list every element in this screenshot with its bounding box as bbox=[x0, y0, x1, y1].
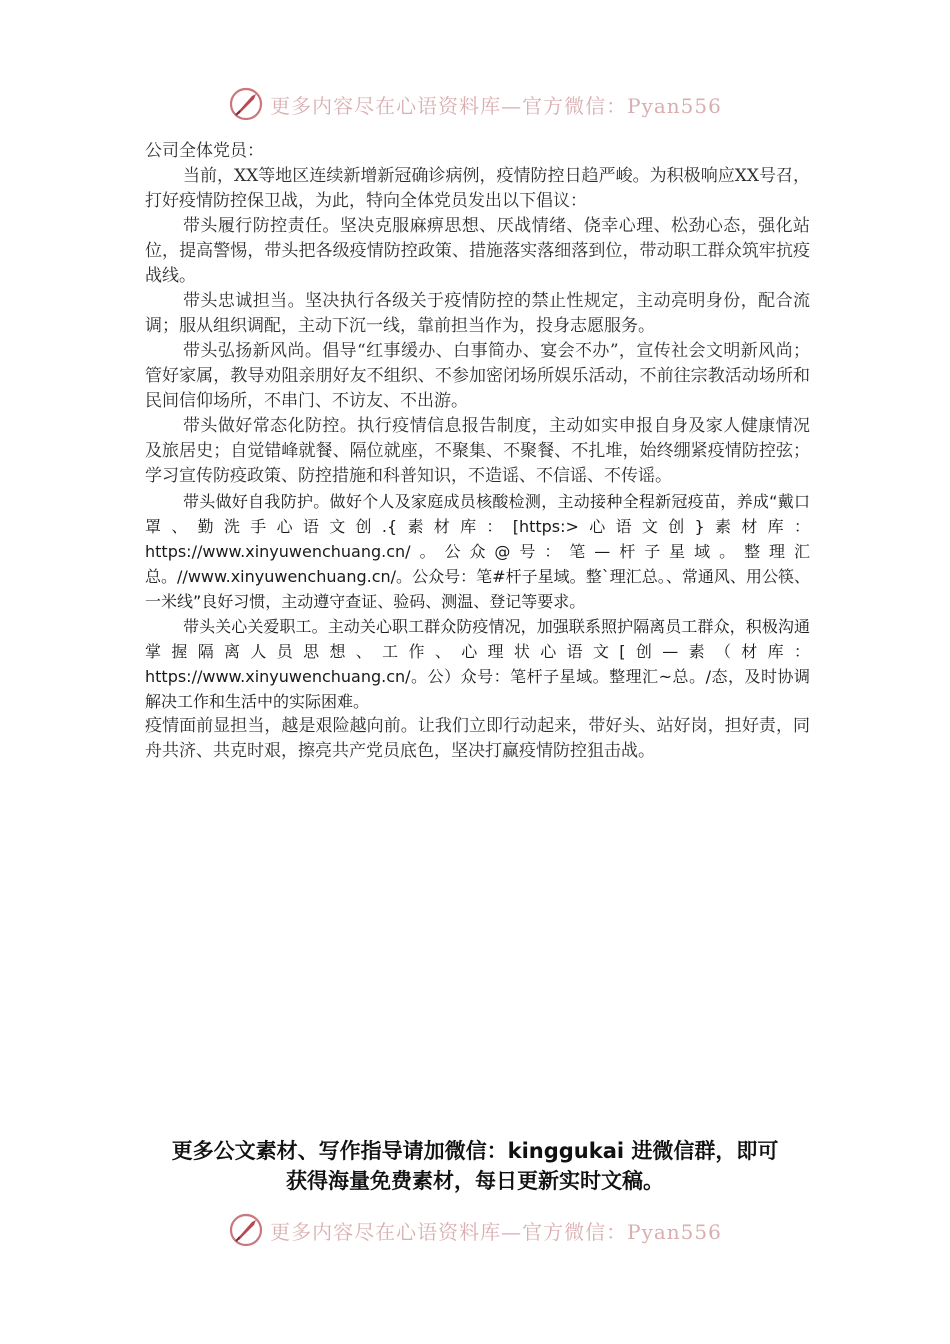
document-body bbox=[145, 139, 810, 764]
paragraph-care-for-staff: 带头关心关爱职工。主动关心职工群众防疫情况，加强联系照护隔离员工群众，积极沟通掌握隔离人员思想、工作、心理状心语文[创—素（材库：https://www.xinyuwenchuang.cn/。公）众号：笔杆子星域。整理汇~总。/态，及时协调解决工作和生活中的实际困难。 bbox=[145, 617, 810, 711]
paragraph-loyalty: 带头忠诚担当。坚决执行各级关于疫情防控的禁止性规定，主动亮明身份，配合流调；服从组织调配，主动下沉一线，靠前担当作为，投身志愿服务。 bbox=[145, 291, 810, 336]
paragraph-routine-prevention: 带头做好常态化防控。执行疫情信息报告制度，主动如实申报自身及家人健康情况及旅居史；自觉错峰就餐、隔位就座，不聚集、不聚餐、不扎堆，始终绷紧疫情防控弦；学习宣传防疫政策、防控措施和科普知识，不造谣、不信谣、不传谣。 bbox=[145, 416, 810, 486]
quill-pen-icon bbox=[228, 1212, 264, 1248]
paragraph-new-customs: 带头弘扬新风尚。倡导“红事缓办、白事简办、宴会不办”，宣传社会文明新风尚；管好家属，教导劝阻亲朋好友不组织、不参加密闭场所娱乐活动，不前往宗教活动场所和民间信仰场所，不串门、不访友、不出游。 bbox=[145, 341, 810, 411]
watermark-footer bbox=[0, 1210, 950, 1250]
watermark-text: 更多内容尽在心语资料库—官方微信：Pyan556 bbox=[270, 93, 722, 118]
paragraph-self-protection: 带头做好自我防护。做好个人及家庭成员核酸检测，主动接种全程新冠疫苗，养成“戴口罩、勤洗手心语文创.{素材库：[https:>心语文创}素材库：https://www.xinyuwenchuang.cn/。公众@号：笔—杆子星域。整理汇总。//www.xinyuwenchuang.cn/。公众号：笔#杆子星域。整`理汇总。、常通风、用公筷、一米线”良好习惯，主动遵守查证、验码、测温、登记等要求。 bbox=[145, 492, 810, 611]
watermark-header bbox=[0, 84, 950, 124]
footer-promo-note bbox=[140, 1136, 810, 1196]
watermark-text: 更多内容尽在心语资料库—官方微信：Pyan556 bbox=[270, 1219, 722, 1244]
salutation: 公司全体党员： bbox=[145, 141, 264, 161]
footer-promo-line-1: 更多公文素材、写作指导请加微信：kinggukai 进微信群，即可 bbox=[171, 1139, 779, 1163]
paragraph-intro: 当前，XX等地区连续新增新冠确诊病例，疫情防控日趋严峻。为积极响应XX号召，打好疫情防控保卫战，为此，特向全体党员发出以下倡议： bbox=[145, 166, 810, 211]
closing-paragraph: 疫情面前显担当，越是艰险越向前。让我们立即行动起来，带好头、站好岗，担好责，同舟共济、共克时艰，擦亮共产党员底色，坚决打赢疫情防控狙击战。 bbox=[145, 716, 810, 761]
quill-pen-icon bbox=[228, 86, 264, 122]
footer-promo-line-2: 获得海量免费素材，每日更新实时文稿。 bbox=[286, 1169, 664, 1193]
paragraph-responsibility: 带头履行防控责任。坚决克服麻痹思想、厌战情绪、侥幸心理、松劲心态，强化站位，提高警惕，带头把各级疫情防控政策、措施落实落细落到位，带动职工群众筑牢抗疫战线。 bbox=[145, 216, 810, 286]
